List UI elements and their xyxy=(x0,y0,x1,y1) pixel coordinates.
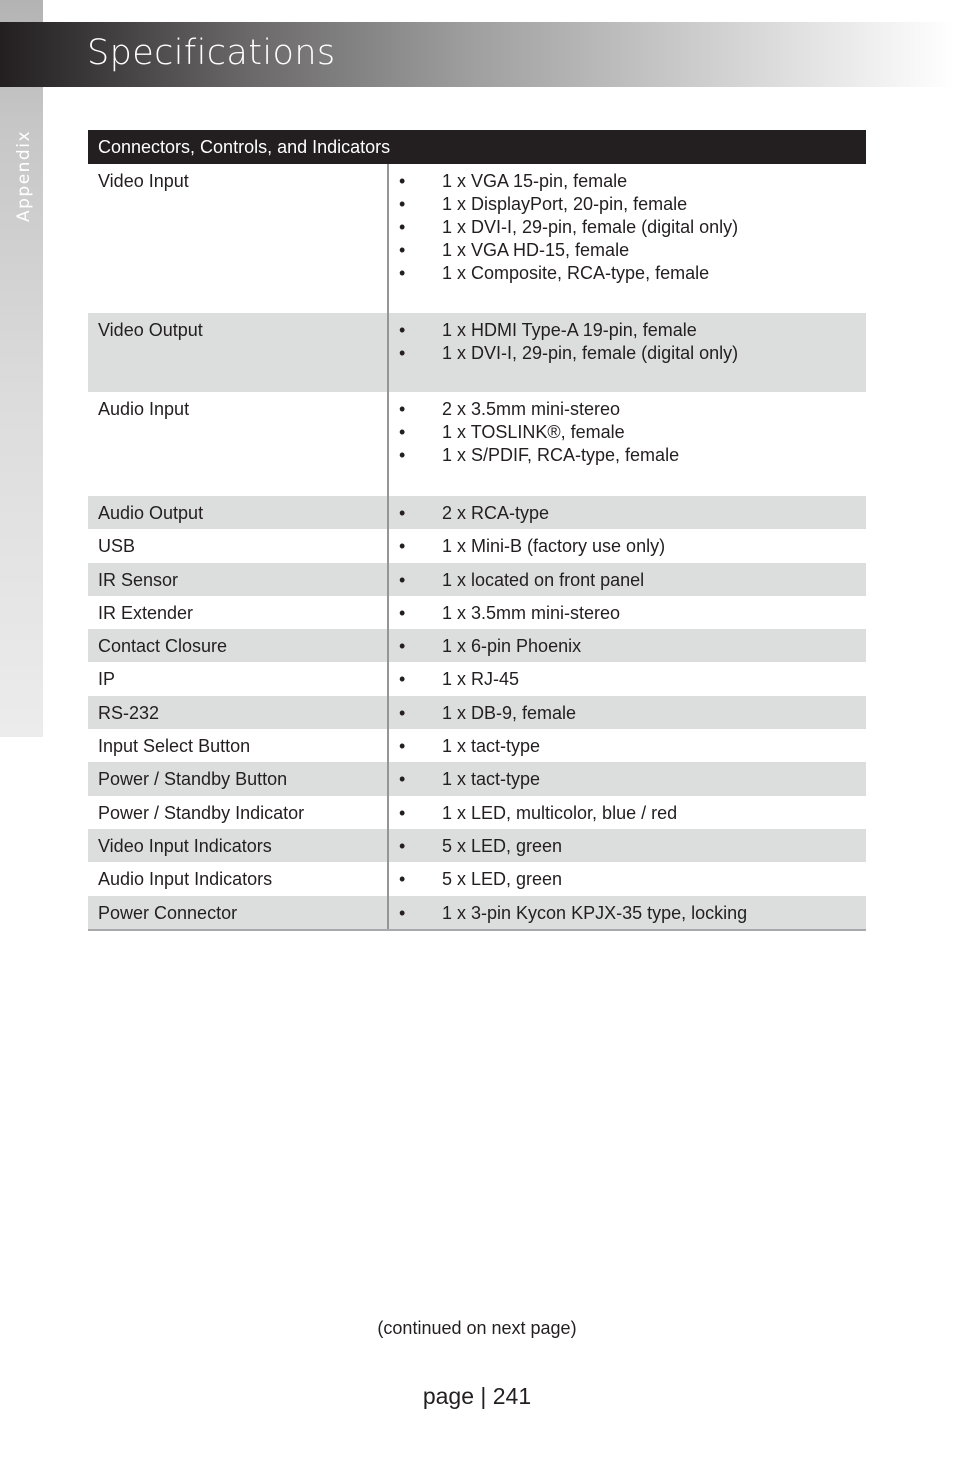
row-values xyxy=(389,696,866,729)
row-values xyxy=(389,596,866,629)
row-values xyxy=(389,662,866,696)
list-item: • 1 x tact-type xyxy=(399,736,541,756)
table-row xyxy=(88,696,866,729)
table-row xyxy=(88,662,866,696)
table-row xyxy=(88,596,866,629)
row-values xyxy=(389,862,866,896)
list-item: • 1 x 6-pin Phoenix xyxy=(399,636,582,656)
appendix-side-tab xyxy=(0,0,43,737)
row-values xyxy=(389,529,866,563)
row-values xyxy=(389,563,866,596)
table-row xyxy=(88,392,866,496)
row-label: Audio Input Indicators xyxy=(88,862,389,896)
page-title: Specifications xyxy=(87,33,336,73)
row-label: RS-232 xyxy=(88,696,389,729)
list-item: • 1 x 3-pin Kycon KPJX-35 type, locking xyxy=(399,903,748,923)
row-label: IR Extender xyxy=(88,596,389,629)
page-number: page | 241 xyxy=(422,1383,532,1409)
row-values xyxy=(389,164,866,313)
table-header: Connectors, Controls, and Indicators xyxy=(88,130,866,164)
list-item: • 1 x DVI-I, 29-pin, female (digital only) xyxy=(399,343,739,363)
list-item: • 1 x VGA HD-15, female xyxy=(399,240,630,260)
row-values xyxy=(389,392,866,496)
list-item: • 2 x RCA-type xyxy=(399,503,550,523)
row-label: Input Select Button xyxy=(88,729,389,762)
spec-table xyxy=(88,130,866,931)
row-label: Power / Standby Indicator xyxy=(88,796,389,829)
continued-note: (continued on next page) xyxy=(377,1318,577,1338)
row-label: Audio Input xyxy=(88,392,389,496)
table-row xyxy=(88,896,866,929)
list-item: • 2 x 3.5mm mini-stereo xyxy=(399,399,621,419)
list-item: • 1 x tact-type xyxy=(399,769,541,789)
list-item: • 1 x 3.5mm mini-stereo xyxy=(399,603,621,623)
list-item: • 1 x LED, multicolor, blue / red xyxy=(399,803,678,823)
row-values xyxy=(389,496,866,529)
row-label: Power Connector xyxy=(88,896,389,929)
list-item: • 1 x S/PDIF, RCA-type, female xyxy=(399,445,680,465)
table-row xyxy=(88,762,866,796)
table-row xyxy=(88,729,866,762)
side-tab-label: Appendix xyxy=(14,129,34,223)
row-values xyxy=(389,629,866,662)
table-row xyxy=(88,529,866,563)
row-label: IR Sensor xyxy=(88,563,389,596)
row-label: Video Input Indicators xyxy=(88,829,389,862)
table-row xyxy=(88,796,866,829)
list-item: • 1 x RJ-45 xyxy=(399,669,520,689)
list-item: • 5 x LED, green xyxy=(399,836,563,856)
row-values xyxy=(389,762,866,796)
list-item: • 1 x TOSLINK®, female xyxy=(399,422,625,442)
list-item: • 1 x HDMI Type-A 19-pin, female xyxy=(399,320,697,340)
row-label: Audio Output xyxy=(88,496,389,529)
list-item: • 1 x Composite, RCA-type, female xyxy=(399,263,710,283)
row-label: Video Input xyxy=(88,164,389,313)
row-label: Video Output xyxy=(88,313,389,392)
table-row xyxy=(88,862,866,896)
list-item: • 1 x DB-9, female xyxy=(399,703,577,723)
table-row xyxy=(88,313,866,392)
list-item: • 1 x located on front panel xyxy=(399,570,645,590)
list-item: • 1 x Mini-B (factory use only) xyxy=(399,536,666,556)
row-values xyxy=(389,896,866,929)
row-values xyxy=(389,796,866,829)
list-item: • 1 x DVI-I, 29-pin, female (digital only) xyxy=(399,217,739,237)
list-item: • 1 x DisplayPort, 20-pin, female xyxy=(399,194,688,214)
table-row xyxy=(88,563,866,596)
row-values xyxy=(389,729,866,762)
list-item: • 1 x VGA 15-pin, female xyxy=(399,171,628,191)
table-row xyxy=(88,829,866,862)
table-row xyxy=(88,164,866,313)
row-label: Power / Standby Button xyxy=(88,762,389,796)
row-values xyxy=(389,313,866,392)
row-label: USB xyxy=(88,529,389,563)
table-row xyxy=(88,629,866,662)
table-row xyxy=(88,496,866,529)
row-values xyxy=(389,829,866,862)
row-label: Contact Closure xyxy=(88,629,389,662)
list-item: • 5 x LED, green xyxy=(399,869,563,889)
row-label: IP xyxy=(88,662,389,696)
